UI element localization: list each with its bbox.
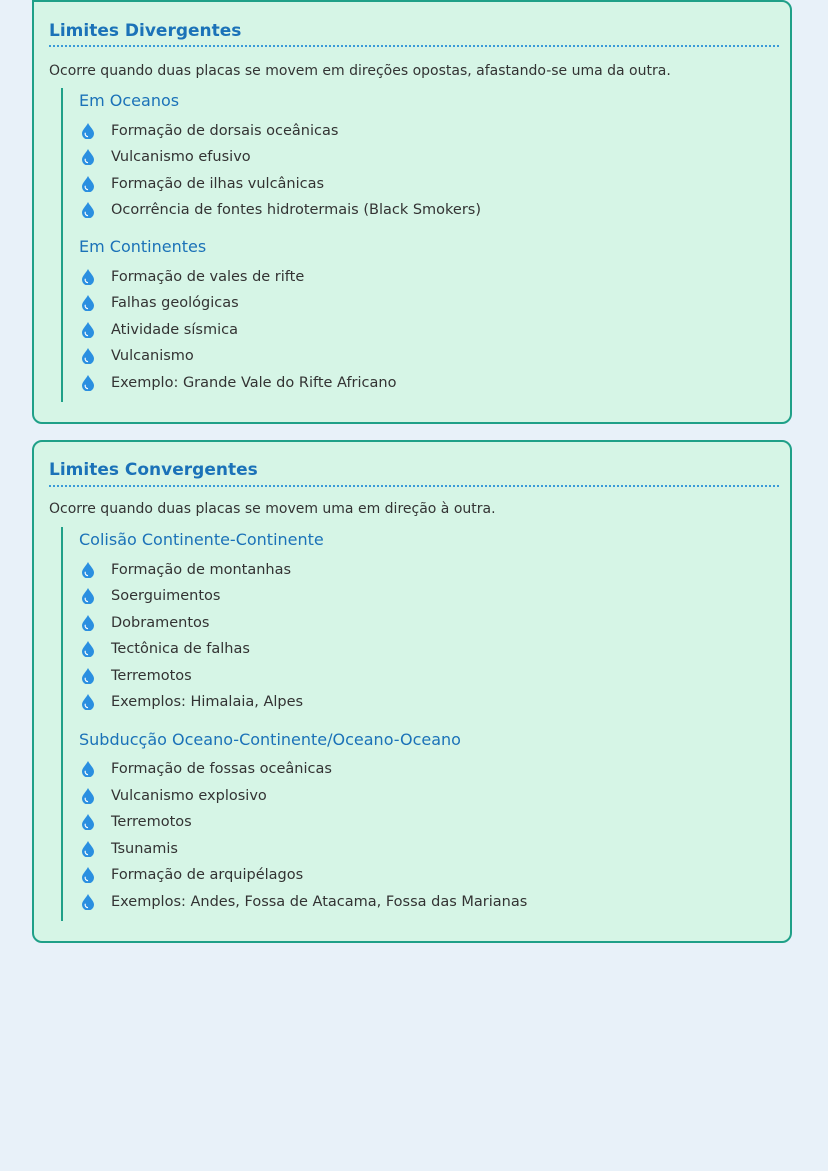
water-drop-icon: [81, 867, 95, 883]
water-drop-icon: [81, 269, 95, 285]
divergent-boundaries-card: [32, 0, 792, 424]
list-item-label: Formação de fossas oceânicas: [111, 761, 332, 777]
list-item-label: Vulcanismo: [111, 348, 194, 364]
water-drop-icon: [81, 761, 95, 777]
list-item-label: Terremotos: [111, 814, 192, 830]
list-item-label: Falhas geológicas: [111, 295, 239, 311]
list-item-label: Vulcanismo efusivo: [111, 149, 251, 165]
title-divider: [49, 485, 779, 487]
list-item-label: Tectônica de falhas: [111, 641, 250, 657]
water-drop-icon: [81, 894, 95, 910]
water-drop-icon: [81, 641, 95, 657]
group-collision: [61, 527, 761, 921]
water-drop-icon: [81, 668, 95, 684]
section-title: Limites Convergentes: [49, 460, 258, 480]
list-item-label: Atividade sísmica: [111, 322, 238, 338]
list-item-label: Formação de dorsais oceânicas: [111, 123, 339, 139]
water-drop-icon: [81, 123, 95, 139]
section-description: Ocorre quando duas placas se movem em direções opostas, afastando-se uma da outra.: [49, 63, 671, 79]
group-title: Colisão Continente-Continente: [79, 530, 324, 549]
list-item-label: Terremotos: [111, 668, 192, 684]
list-item-label: Exemplo: Grande Vale do Rifte Africano: [111, 375, 397, 391]
water-drop-icon: [81, 562, 95, 578]
water-drop-icon: [81, 348, 95, 364]
list-item-label: Soerguimentos: [111, 588, 221, 604]
water-drop-icon: [81, 202, 95, 218]
convergent-boundaries-card: [32, 440, 792, 943]
water-drop-icon: [81, 149, 95, 165]
list-item-label: Ocorrência de fontes hidrotermais (Black Smokers): [111, 202, 482, 218]
list-item-label: Formação de ilhas vulcânicas: [111, 176, 325, 192]
list-item-label: Tsunamis: [111, 841, 178, 857]
water-drop-icon: [81, 322, 95, 338]
water-drop-icon: [81, 841, 95, 857]
list-item-label: Formação de montanhas: [111, 562, 292, 578]
list-item-label: Vulcanismo explosivo: [111, 788, 267, 804]
group-title: Em Oceanos: [79, 91, 180, 110]
group-oceans: [61, 88, 761, 402]
water-drop-icon: [81, 694, 95, 710]
water-drop-icon: [81, 814, 95, 830]
water-drop-icon: [81, 788, 95, 804]
group-title: Subducção Oceano-Continente/Oceano-Oceano: [79, 730, 461, 749]
water-drop-icon: [81, 615, 95, 631]
list-item-label: Dobramentos: [111, 615, 210, 631]
water-drop-icon: [81, 295, 95, 311]
water-drop-icon: [81, 176, 95, 192]
section-title: Limites Divergentes: [49, 21, 242, 41]
list-item-label: Exemplos: Himalaia, Alpes: [111, 694, 304, 710]
list-item-label: Formação de vales de rifte: [111, 269, 305, 285]
section-description: Ocorre quando duas placas se movem uma em direção à outra.: [49, 501, 496, 517]
list-item-label: Exemplos: Andes, Fossa de Atacama, Fossa das Marianas: [111, 894, 528, 910]
water-drop-icon: [81, 375, 95, 391]
group-title: Em Continentes: [79, 237, 207, 256]
list-item-label: Formação de arquipélagos: [111, 867, 304, 883]
water-drop-icon: [81, 588, 95, 604]
title-divider: [49, 45, 779, 47]
